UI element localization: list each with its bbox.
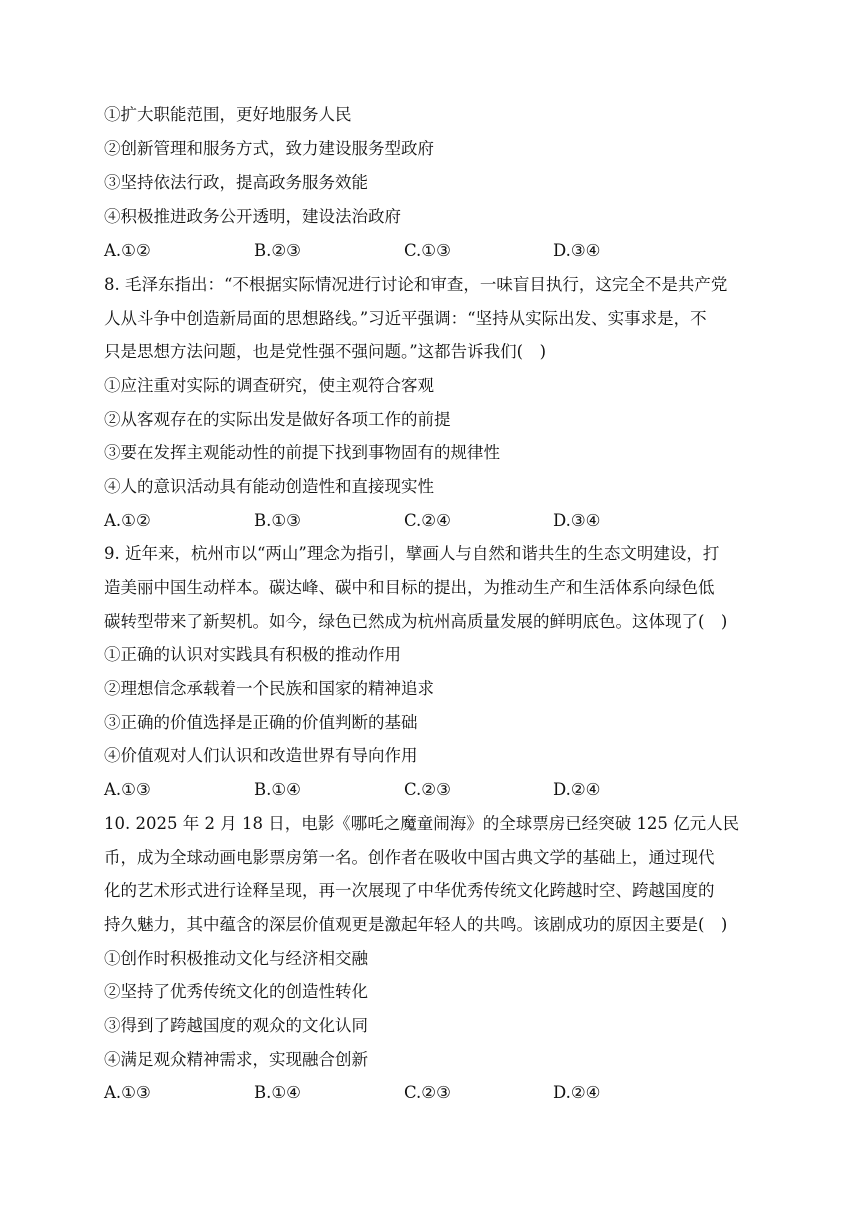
q9-item-1: ①正确的认识对实践具有积极的推动作用 [104,645,401,664]
q7-item-4: ④积极推进政务公开透明，建设法治政府 [104,207,401,226]
q7-options [104,240,764,262]
q10-item-3: ③得到了跨越国度的观众的文化认同 [104,1016,368,1035]
q8-options [104,510,764,532]
q7-item-1: ①扩大职能范围，更好地服务人民 [104,105,352,124]
q10-options [104,1082,764,1104]
q10-item-1: ①创作时积极推动文化与经济相交融 [104,949,368,968]
q10-stem-line-1: 10. 2025 年 2 月 18 日，电影《哪吒之魔童闹海》的全球票房已经突破 125 亿元人民 [104,814,740,833]
q7-item-2: ②创新管理和服务方式，致力建设服务型政府 [104,139,434,158]
q8-option-c: C.②④ [404,511,451,530]
q9-option-d: D.②④ [553,780,601,799]
q8-option-a: A.①② [104,511,151,530]
q9-options [104,779,764,801]
q7-item-3: ③坚持依法行政，提高政务服务效能 [104,173,368,192]
q10-stem-line-3: 化的艺术形式进行诠释呈现，再一次展现了中华优秀传统文化跨越时空、跨越国度的 [104,881,715,900]
q7-option-a: A.①② [104,241,151,260]
q8-stem-line-1: 8. 毛泽东指出：“不根据实际情况进行讨论和审查，一味盲目执行，这完全不是共产党 [104,275,728,294]
q10-item-2: ②坚持了优秀传统文化的创造性转化 [104,982,368,1001]
q9-stem-line-1: 9. 近年来，杭州市以“两山”理念为指引，擘画人与自然和谐共生的生态文明建设，打 [104,544,720,563]
q9-option-b: B.①④ [254,780,301,799]
q8-item-2: ②从客观存在的实际出发是做好各项工作的前提 [104,410,451,429]
q10-option-c: C.②③ [404,1083,451,1102]
q8-item-3: ③要在发挥主观能动性的前提下找到事物固有的规律性 [104,443,500,462]
q10-item-4: ④满足观众精神需求，实现融合创新 [104,1050,368,1069]
q7-option-c: C.①③ [404,241,451,260]
q8-stem-line-3: 只是思想方法问题，也是党性强不强问题。”这都告诉我们( ) [104,342,547,361]
q8-option-d: D.③④ [553,511,601,530]
q9-option-a: A.①③ [104,780,151,799]
q9-stem-line-3: 碳转型带来了新契机。如今，绿色已然成为杭州高质量发展的鲜明底色。这体现了( ) [104,612,728,631]
q10-option-b: B.①④ [254,1083,301,1102]
q9-item-4: ④价值观对人们认识和改造世界有导向作用 [104,746,418,765]
q7-option-d: D.③④ [553,241,601,260]
q10-stem-line-4: 持久魅力，其中蕴含的深层价值观更是激起年轻人的共鸣。该剧成功的原因主要是( ) [104,915,728,934]
q9-item-2: ②理想信念承载着一个民族和国家的精神追求 [104,679,434,698]
q10-option-d: D.②④ [553,1083,601,1102]
q8-item-4: ④人的意识活动具有能动创造性和直接现实性 [104,477,434,496]
q9-stem-line-2: 造美丽中国生动样本。碳达峰、碳中和目标的提出，为推动生产和生活体系向绿色低 [104,578,715,597]
q9-item-3: ③正确的价值选择是正确的价值判断的基础 [104,713,418,732]
q10-stem-line-2: 币，成为全球动画电影票房第一名。创作者在吸收中国古典文学的基础上，通过现代 [104,848,715,867]
q8-option-b: B.①③ [254,511,301,530]
q8-item-1: ①应注重对实际的调查研究，使主观符合客观 [104,376,434,395]
q8-stem-line-2: 人从斗争中创造新局面的思想路线。”习近平强调：“坚持从实际出发、实事求是，不 [104,309,707,328]
q9-option-c: C.②③ [404,780,451,799]
q10-option-a: A.①③ [104,1083,151,1102]
q7-option-b: B.②③ [254,241,301,260]
